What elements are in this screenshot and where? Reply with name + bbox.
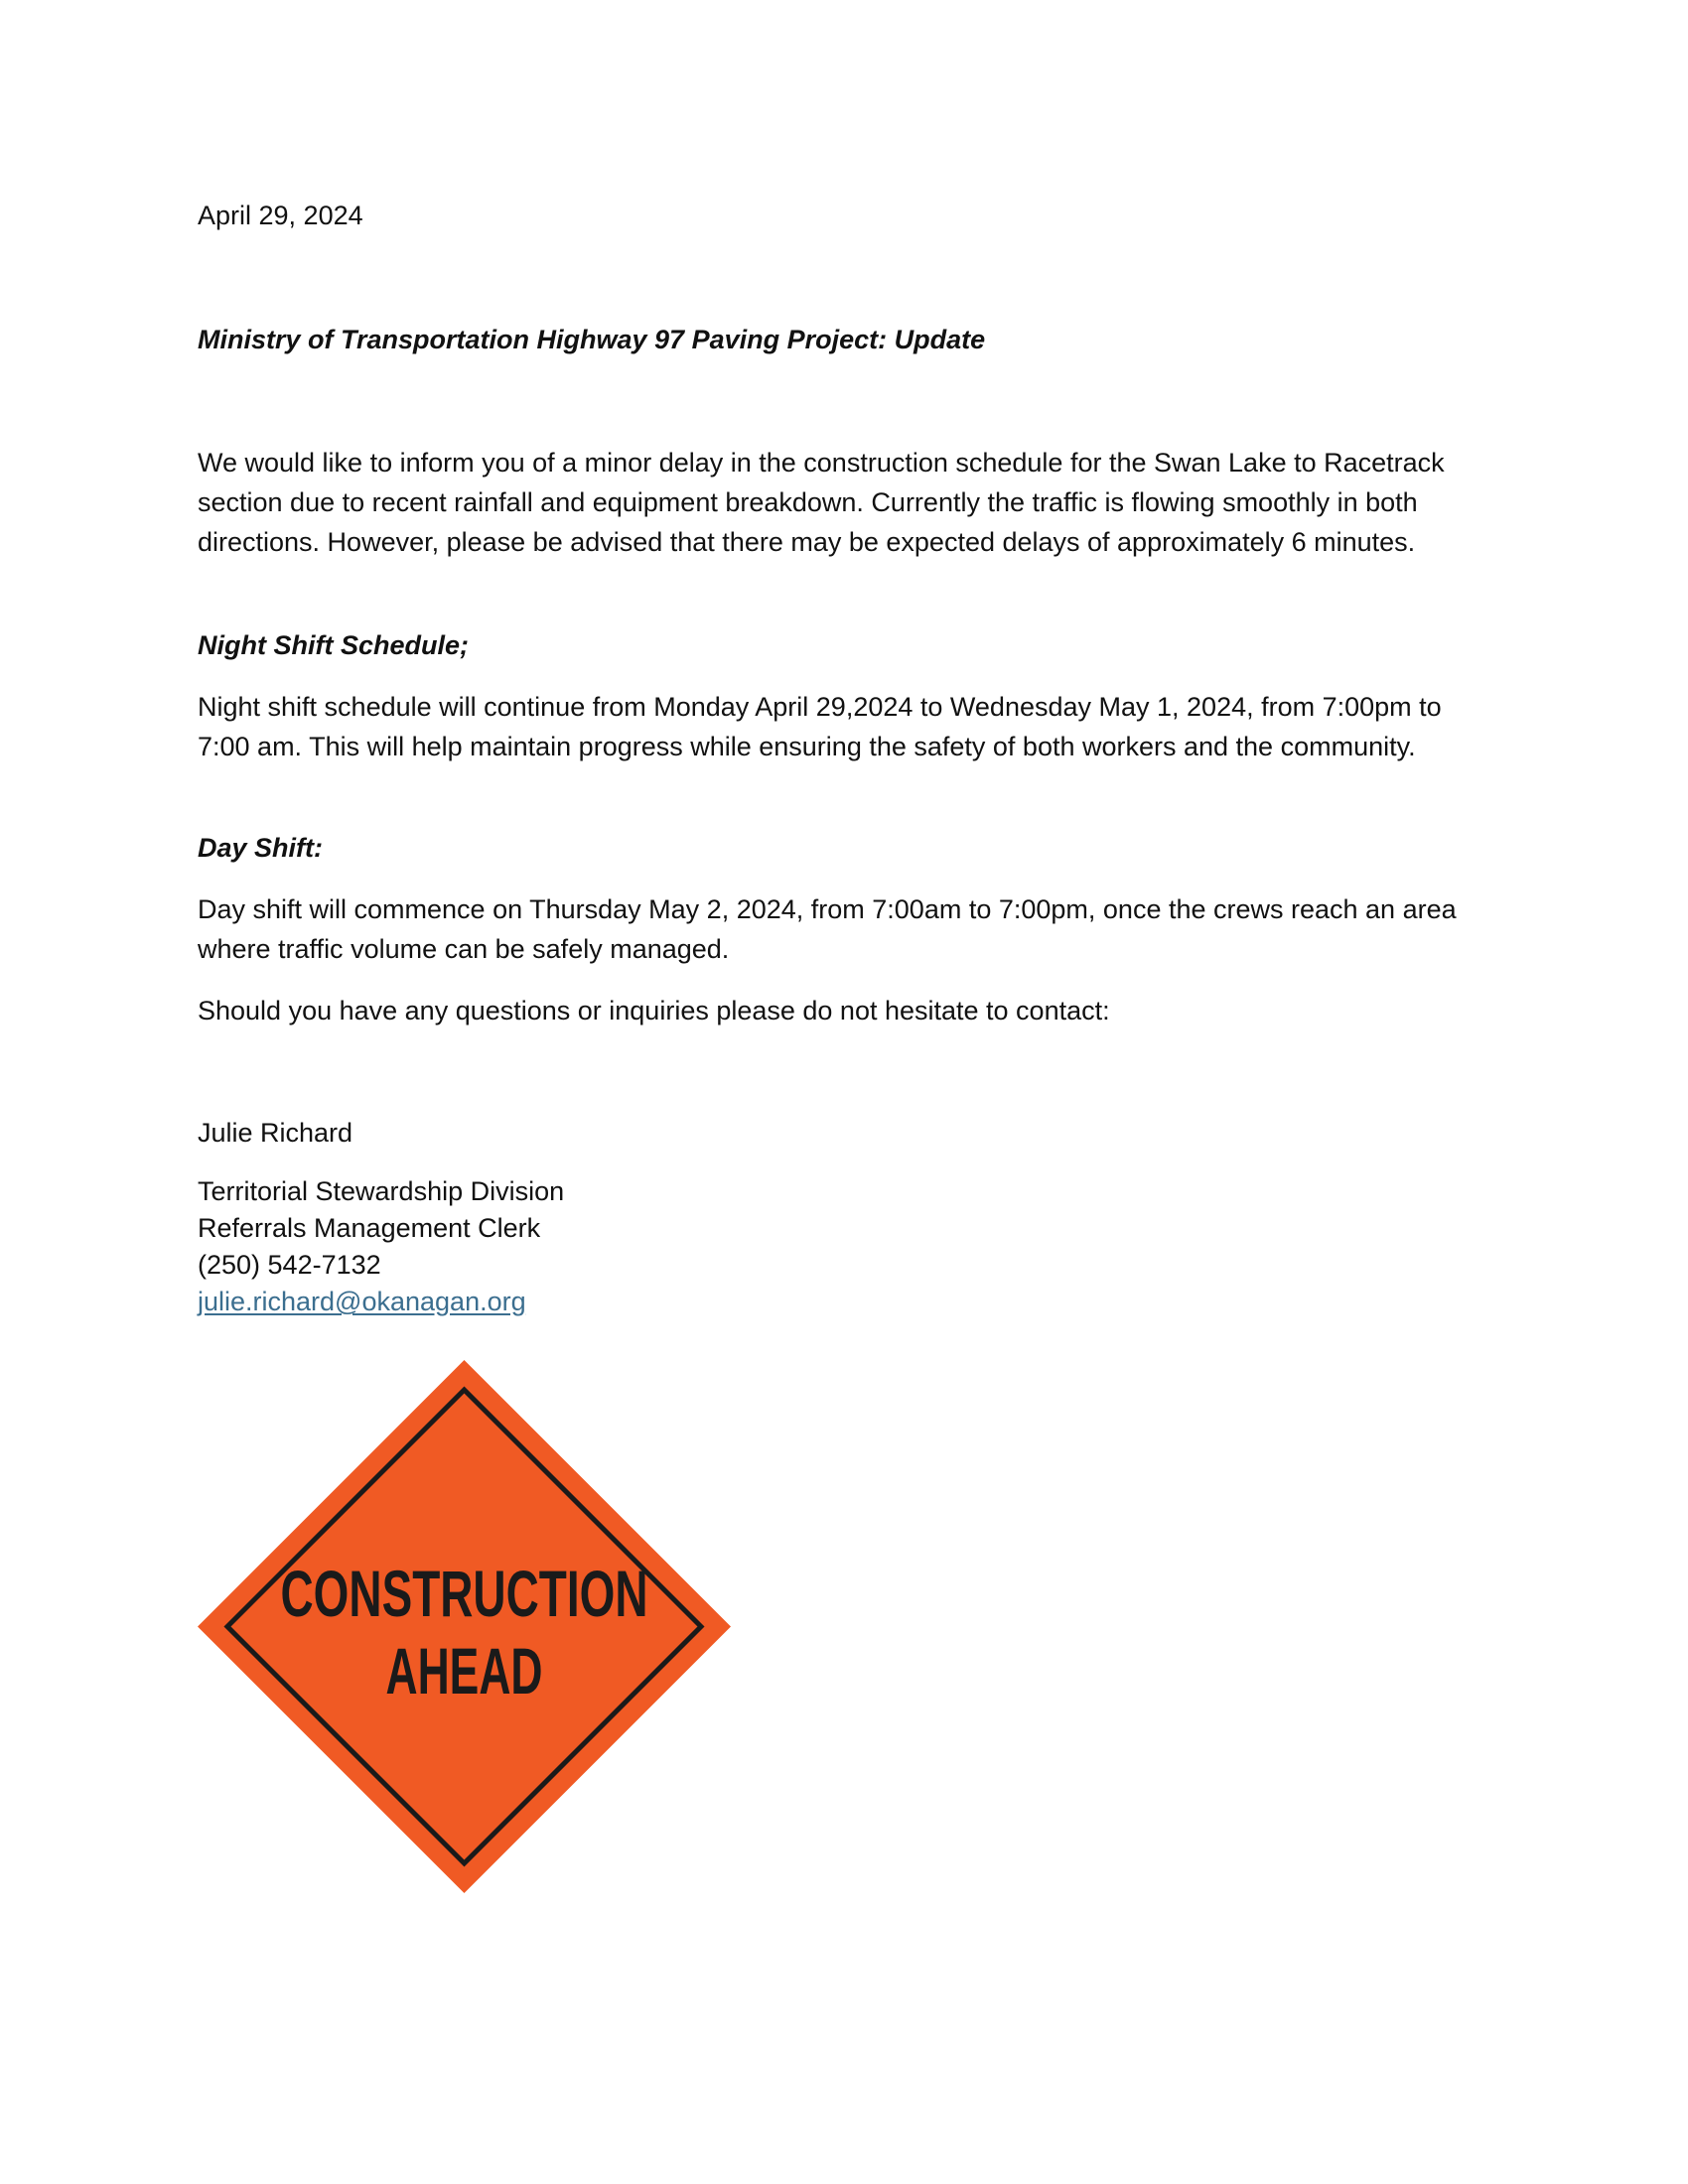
contact-role: Referrals Management Clerk [198, 1213, 541, 1243]
day-shift-heading: Day Shift: [198, 833, 324, 863]
day-shift-paragraph: Day shift will commence on Thursday May 2, 2024, from 7:00am to 7:00pm, once the crews reach an area where traffic volume can be safely managed. [198, 894, 1457, 964]
contact-details [198, 1173, 564, 1320]
contact-division: Territorial Stewardship Division [198, 1176, 565, 1206]
night-shift-paragraph: Night shift schedule will continue from Monday April 29,2024 to Wednesday May 1, 2024, from 7:00pm to 7:00 am. This will help maintain progress while ensuring the safety of both workers and the community. [198, 692, 1442, 761]
night-shift-heading: Night Shift Schedule; [198, 630, 469, 660]
sign-text-line2: AHEAD [385, 1634, 543, 1707]
construction-ahead-sign [198, 1360, 731, 1893]
contact-name: Julie Richard [198, 1118, 353, 1148]
contact-prompt: Should you have any questions or inquiries please do not hesitate to contact: [198, 996, 1110, 1025]
letter-title: Ministry of Transportation Highway 97 Paving Project: Update [198, 325, 986, 354]
construction-sign-graphic [198, 1360, 731, 1893]
letter-date: April 29, 2024 [198, 201, 363, 230]
sign-text-line1: CONSTRUCTION [280, 1557, 648, 1630]
intro-paragraph: We would like to inform you of a minor delay in the construction schedule for the Swan Lake to Racetrack section due to recent rainfall and equipment breakdown. Currently the traffic is flowing smoothly in both directions. However, please be advised that there may be expected delays of approximately 6 minutes. [198, 448, 1445, 557]
contact-email-link[interactable]: julie.richard@okanagan.org [198, 1287, 526, 1316]
contact-phone: (250) 542-7132 [198, 1250, 381, 1280]
